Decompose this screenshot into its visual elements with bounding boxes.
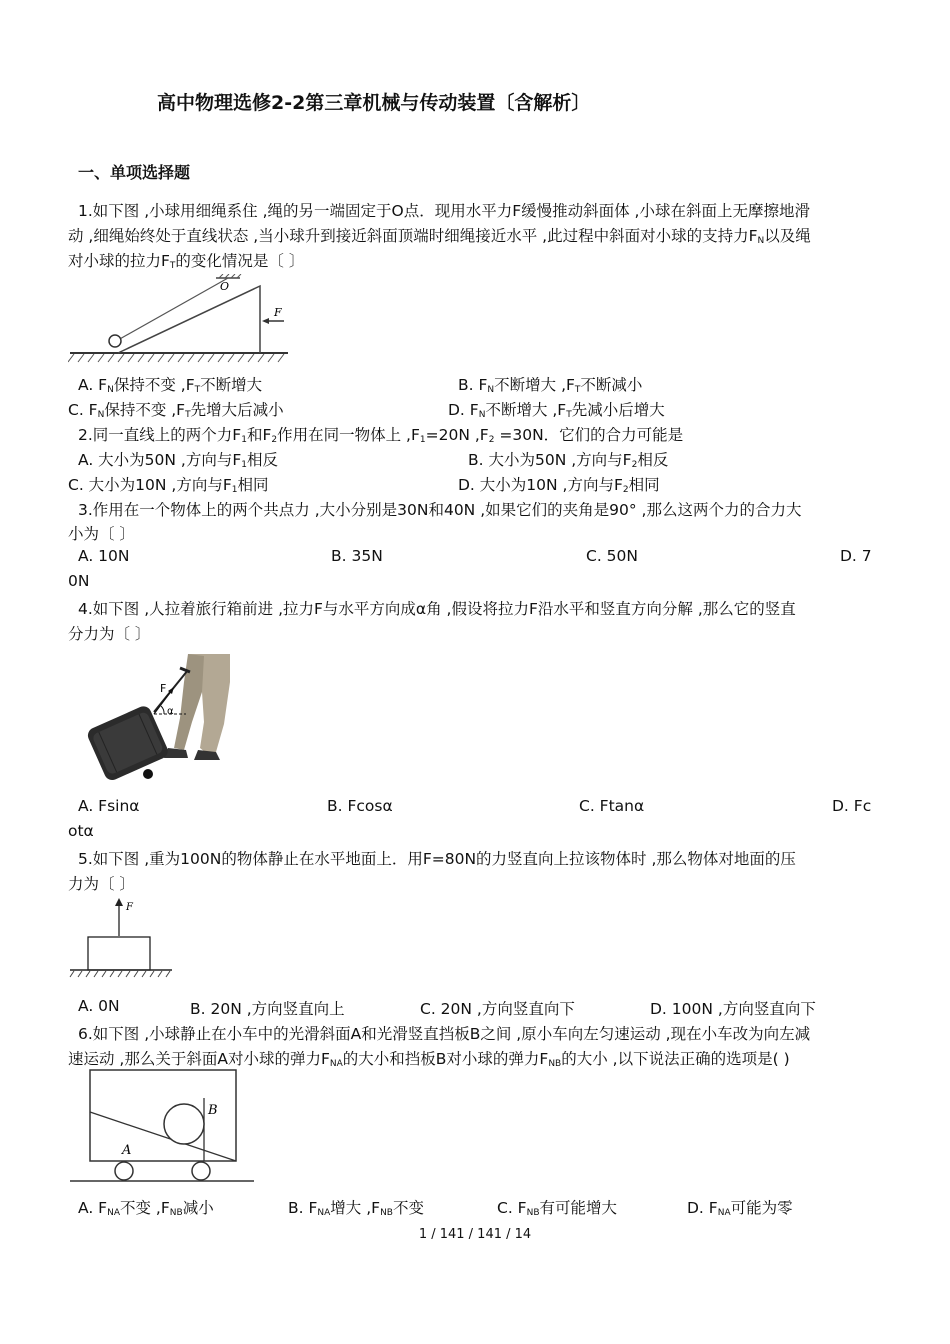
q3-option-a: A. 10N (78, 547, 130, 565)
q2-option-a: A. 大小为50N ,方向与$F_1$相反 (78, 451, 279, 470)
q1-line1: 1.如下图 ,小球用细绳系住 ,绳的另一端固定于O点．现用水平力F缓慢推动斜面体 ,小球在斜面上无摩擦地滑 (78, 202, 810, 220)
q4-option-d: D. Fc (832, 797, 872, 815)
q1-fig-label-o: O (220, 280, 230, 293)
q3-line1: 3.作用在一个物体上的两个共点力 ,大小分别是30N和40N ,如果它们的夹角是90° ,那么这两个力的合力大 (78, 501, 802, 519)
q1-option-a: A. $F_N$保持不变 $,F_T$不断增大 (78, 376, 263, 395)
q2-option-c: C. 大小为10N ,方向与$F_1$相同 (68, 476, 269, 495)
q5-option-c: C. 20N ,方向竖直向下 (420, 1000, 575, 1018)
q5-figure (68, 896, 174, 980)
q5-line2: 力为〔 〕 (68, 875, 135, 893)
q6-line2: 速运动 ,那么关于斜面A对小球的弹力$F_{NA}$的大小和挡板B对小球的弹力$F_{NB}$的大小 ,以下说法正确的选项是( ) (68, 1050, 790, 1069)
page-title: 高中物理选修2-2第三章机械与传动装置〔含解析〕 (157, 92, 591, 114)
q1-option-b: B. $F_N$不断增大 $,F_T$不断减小 (458, 376, 643, 395)
q6-option-b: B. $F_{NA}$增大 $,F_{NB}$不变 (288, 1199, 425, 1218)
q1-figure (68, 274, 290, 366)
q4-option-c: C. Ftanα (579, 797, 645, 815)
q5-fig-label-f: F (126, 902, 133, 913)
page-footer: 1 / 141 / 141 / 14 (418, 1227, 532, 1242)
q4-line2: 分力为〔 〕 (68, 625, 151, 643)
q1-line3: 对小球的拉力$F_T$的变化情况是〔 〕 (68, 252, 305, 271)
q2-option-b: B. 大小为50N ,方向与$F_2$相反 (468, 451, 669, 470)
q4-line1: 4.如下图 ,人拉着旅行箱前进 ,拉力F与水平方向成α角 ,假设将拉力F沿水平和竖直方向分解 ,那么它的竖直 (78, 600, 796, 618)
section-heading: 一、单项选择题 (78, 163, 191, 182)
q4-figure (84, 652, 236, 788)
q6-figure (68, 1068, 256, 1186)
q5-option-a: A. 0N (78, 997, 120, 1015)
q4-option-a: A. Fsinα (78, 797, 140, 815)
q6-option-d: D. $F_{NA}$可能为零 (687, 1199, 793, 1218)
q6-line1: 6.如下图 ,小球静止在小车中的光滑斜面A和光滑竖直挡板B之间 ,原小车向左匀速运动 ,现在小车改为向左减 (78, 1025, 811, 1043)
q4-fig-label-f: F (160, 682, 167, 695)
q2-stem: 2.同一直线上的两个力$F_1$和$F_2$作用在同一物体上 $,F_1=20N$ $,F_2 =30N$．它们的合力可能是 (78, 426, 684, 445)
q4-option-b: B. Fcosα (327, 797, 393, 815)
q5-line1: 5.如下图 ,重为100N的物体静止在水平地面上．用F=80N的力竖直向上拉该物体时 ,那么物体对地面的压 (78, 850, 796, 868)
q4-fig-label-alpha: α (167, 706, 174, 717)
q5-option-d: D. 100N ,方向竖直向下 (650, 1000, 816, 1018)
q5-option-b: B. 20N ,方向竖直向上 (190, 1000, 345, 1018)
q1-option-c: C. $F_N$保持不变 $,F_T$先增大后减小 (68, 401, 284, 420)
q3-option-d-wrap: 0N (68, 572, 90, 590)
q2-option-d: D. 大小为10N ,方向与$F_2$相同 (458, 476, 660, 495)
q3-option-c: C. 50N (586, 547, 638, 565)
q6-option-c: C. $F_{NB}$有可能增大 (497, 1199, 618, 1218)
q3-option-d: D. 7 (840, 547, 872, 565)
q6-option-a: A. $F_{NA}$不变 $,F_{NB}$减小 (78, 1199, 214, 1218)
q3-line2: 小为〔 〕 (68, 525, 135, 543)
q1-option-d: D. $F_N$不断增大 $,F_T$先减小后增大 (448, 401, 665, 420)
q1-fig-label-f: F (274, 306, 282, 319)
q3-option-b: B. 35N (331, 547, 383, 565)
q4-option-d-wrap: otα (68, 822, 94, 840)
q1-line2: 动 ,细绳始终处于直线状态 ,当小球升到接近斜面顶端时细绳接近水平 ,此过程中斜面对小球的支持力$F_N$以及绳 (68, 227, 811, 246)
q6-fig-label-b: B (208, 1103, 218, 1118)
q6-fig-label-a: A (122, 1143, 132, 1158)
